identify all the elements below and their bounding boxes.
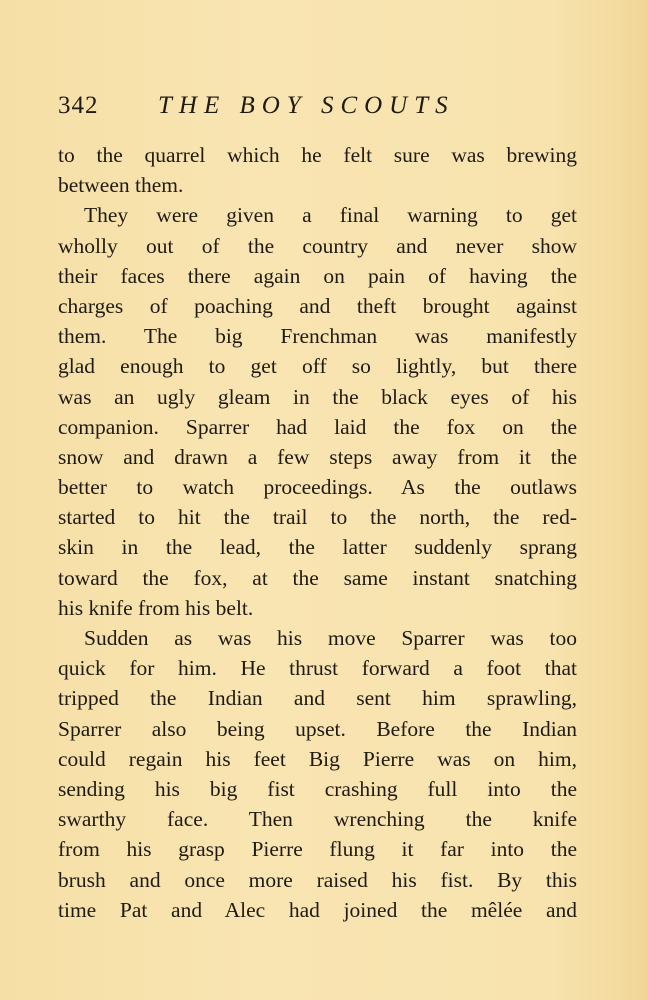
text-line: sending his big fist crashing full into the xyxy=(58,776,577,801)
text-line: Sudden as was his move Sparrer was too xyxy=(84,626,577,650)
text-line: glad enough to get off so lightly, but there xyxy=(58,354,577,379)
text-line: brush and once more raised his fist. By this xyxy=(58,867,577,892)
text-line: was an ugly gleam in the black eyes of his xyxy=(58,384,577,409)
text-line: them. The big Frenchman was manifestly xyxy=(58,324,577,349)
text-line: Sparrer also being upset. Before the Indian xyxy=(58,716,577,741)
text-line: from his grasp Pierre flung it far into the xyxy=(58,837,577,862)
text-line: his knife from his belt. xyxy=(58,595,254,620)
text-line: companion. Sparrer had laid the fox on the xyxy=(58,414,577,439)
text-line: charges of poaching and theft brought against xyxy=(58,293,577,318)
page-header xyxy=(58,92,538,128)
text-line: swarthy face. Then wrenching the knife xyxy=(58,807,577,832)
text-line: They were given a final warning to get xyxy=(84,203,577,228)
text-line: wholly out of the country and never show xyxy=(58,233,577,258)
text-line: quick for him. He thrust forward a foot that xyxy=(58,656,577,681)
text-line: between them. xyxy=(58,173,184,198)
running-head: THE BOY SCOUTS xyxy=(158,92,455,119)
text-line: their faces there again on pain of having the xyxy=(58,263,577,288)
text-line: to the quarrel which he felt sure was brewing xyxy=(58,143,577,167)
paragraph xyxy=(58,200,577,623)
text-line: better to watch proceedings. As the outlaws xyxy=(58,475,577,500)
text-line: started to hit the trail to the north, the red- xyxy=(58,505,577,530)
page-number: 342 xyxy=(58,92,99,119)
paragraph xyxy=(58,623,577,925)
text-line: snow and drawn a few steps away from it the xyxy=(58,444,577,469)
text-line: could regain his feet Big Pierre was on him, xyxy=(58,746,577,771)
paragraph xyxy=(58,140,577,200)
text-line: skin in the lead, the latter suddenly sprang xyxy=(58,535,577,560)
text-line: toward the fox, at the same instant snatching xyxy=(58,565,577,590)
body-text xyxy=(58,140,577,925)
text-line: time Pat and Alec had joined the mêlée and xyxy=(58,897,577,922)
text-line: tripped the Indian and sent him sprawling, xyxy=(58,686,577,711)
